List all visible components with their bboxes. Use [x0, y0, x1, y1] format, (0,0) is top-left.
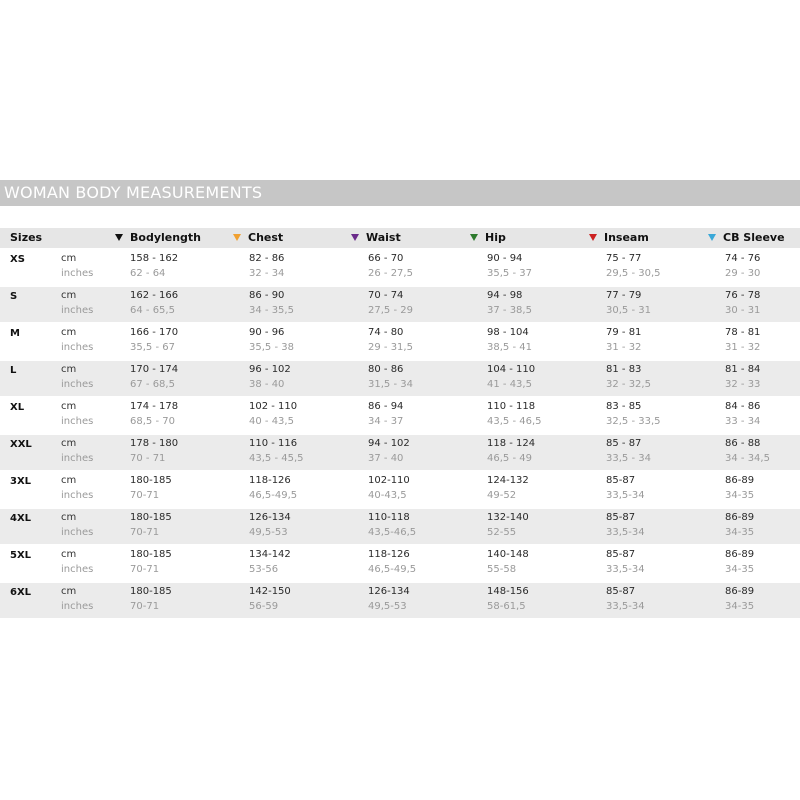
unit-inches: inches — [61, 564, 94, 575]
waist-cm: 74 - 80 — [368, 327, 404, 338]
cb-sleeve-cm: 74 - 76 — [725, 253, 761, 264]
bodylength-cm: 170 - 174 — [130, 364, 179, 375]
cb-sleeve-inches: 34-35 — [725, 527, 755, 538]
hip-cm: 124-132 — [487, 475, 529, 486]
unit-inches: inches — [61, 416, 94, 427]
unit-cm: cm — [61, 327, 77, 338]
table-row — [0, 324, 800, 359]
unit-cm: cm — [61, 512, 77, 523]
hip-inches: 35,5 - 37 — [487, 268, 532, 279]
waist-inches: 34 - 37 — [368, 416, 404, 427]
cb-sleeve-cm: 86 - 88 — [725, 438, 761, 449]
size-label: 4XL — [10, 513, 32, 524]
cb-sleeve-cm: 86-89 — [725, 586, 755, 597]
cb-sleeve-inches: 32 - 33 — [725, 379, 761, 390]
hip-inches: 46,5 - 49 — [487, 453, 532, 464]
waist-inches: 46,5-49,5 — [368, 564, 417, 575]
size-label: L — [10, 365, 17, 376]
table-row — [0, 287, 800, 322]
page-title: WOMAN BODY MEASUREMENTS — [0, 180, 800, 206]
hip-cm: 104 - 110 — [487, 364, 536, 375]
waist-inches: 40-43,5 — [368, 490, 407, 501]
inseam-inches: 33,5-34 — [606, 564, 645, 575]
table-row — [0, 250, 800, 285]
header-sizes: Sizes — [10, 231, 43, 244]
bodylength-inches: 35,5 - 67 — [130, 342, 175, 353]
size-label: S — [10, 291, 18, 302]
inseam-inches: 30,5 - 31 — [606, 305, 651, 316]
unit-cm: cm — [61, 438, 77, 449]
inseam-cm: 85 - 87 — [606, 438, 642, 449]
inseam-cm: 83 - 85 — [606, 401, 642, 412]
size-label: XL — [10, 402, 25, 413]
chest-inches: 43,5 - 45,5 — [249, 453, 304, 464]
hip-inches: 58-61,5 — [487, 601, 526, 612]
bodylength-cm: 180-185 — [130, 475, 172, 486]
down-triangle-icon — [589, 234, 597, 241]
cb-sleeve-cm: 76 - 78 — [725, 290, 761, 301]
chest-inches: 35,5 - 38 — [249, 342, 294, 353]
chest-inches: 53-56 — [249, 564, 279, 575]
waist-inches: 49,5-53 — [368, 601, 407, 612]
unit-cm: cm — [61, 586, 77, 597]
unit-inches: inches — [61, 490, 94, 501]
size-label: 6XL — [10, 587, 32, 598]
waist-cm: 102-110 — [368, 475, 410, 486]
inseam-cm: 81 - 83 — [606, 364, 642, 375]
bodylength-cm: 180-185 — [130, 512, 172, 523]
cb-sleeve-inches: 33 - 34 — [725, 416, 761, 427]
table-header — [0, 228, 800, 248]
chest-cm: 118-126 — [249, 475, 291, 486]
hip-inches: 37 - 38,5 — [487, 305, 532, 316]
bodylength-inches: 68,5 - 70 — [130, 416, 175, 427]
waist-inches: 31,5 - 34 — [368, 379, 413, 390]
chest-cm: 90 - 96 — [249, 327, 285, 338]
header-bodylength — [115, 228, 201, 248]
bodylength-inches: 70-71 — [130, 527, 160, 538]
unit-inches: inches — [61, 453, 94, 464]
hip-inches: 41 - 43,5 — [487, 379, 532, 390]
inseam-cm: 85-87 — [606, 549, 636, 560]
cb-sleeve-cm: 78 - 81 — [725, 327, 761, 338]
waist-inches: 29 - 31,5 — [368, 342, 413, 353]
header-label: Inseam — [604, 231, 649, 244]
unit-cm: cm — [61, 549, 77, 560]
hip-inches: 43,5 - 46,5 — [487, 416, 542, 427]
unit-cm: cm — [61, 253, 77, 264]
hip-cm: 148-156 — [487, 586, 529, 597]
bodylength-cm: 166 - 170 — [130, 327, 179, 338]
waist-inches: 27,5 - 29 — [368, 305, 413, 316]
bodylength-inches: 70-71 — [130, 601, 160, 612]
header-waist — [351, 228, 401, 248]
waist-inches: 43,5-46,5 — [368, 527, 417, 538]
cb-sleeve-cm: 86-89 — [725, 549, 755, 560]
chest-inches: 49,5-53 — [249, 527, 288, 538]
inseam-cm: 85-87 — [606, 586, 636, 597]
hip-cm: 110 - 118 — [487, 401, 536, 412]
hip-inches: 55-58 — [487, 564, 517, 575]
hip-cm: 118 - 124 — [487, 438, 536, 449]
chest-inches: 46,5-49,5 — [249, 490, 298, 501]
bodylength-cm: 180-185 — [130, 586, 172, 597]
unit-cm: cm — [61, 475, 77, 486]
chest-inches: 38 - 40 — [249, 379, 285, 390]
chest-cm: 134-142 — [249, 549, 291, 560]
inseam-inches: 29,5 - 30,5 — [606, 268, 661, 279]
cb-sleeve-cm: 86-89 — [725, 475, 755, 486]
unit-inches: inches — [61, 527, 94, 538]
header-label: Chest — [248, 231, 284, 244]
header-cb-sleeve — [708, 228, 785, 248]
chest-inches: 40 - 43,5 — [249, 416, 294, 427]
chest-inches: 56-59 — [249, 601, 279, 612]
cb-sleeve-inches: 34 - 34,5 — [725, 453, 770, 464]
inseam-inches: 31 - 32 — [606, 342, 642, 353]
inseam-inches: 33,5-34 — [606, 527, 645, 538]
unit-inches: inches — [61, 379, 94, 390]
header-inseam — [589, 228, 649, 248]
waist-cm: 94 - 102 — [368, 438, 410, 449]
cb-sleeve-inches: 30 - 31 — [725, 305, 761, 316]
bodylength-inches: 70-71 — [130, 564, 160, 575]
bodylength-cm: 162 - 166 — [130, 290, 179, 301]
size-label: XS — [10, 254, 25, 265]
table-row — [0, 509, 800, 544]
cb-sleeve-inches: 34-35 — [725, 564, 755, 575]
header-label: Hip — [485, 231, 506, 244]
bodylength-cm: 174 - 178 — [130, 401, 179, 412]
table-row — [0, 546, 800, 581]
cb-sleeve-inches: 31 - 32 — [725, 342, 761, 353]
waist-inches: 37 - 40 — [368, 453, 404, 464]
bodylength-cm: 180-185 — [130, 549, 172, 560]
chest-cm: 102 - 110 — [249, 401, 298, 412]
hip-cm: 98 - 104 — [487, 327, 529, 338]
cb-sleeve-inches: 34-35 — [725, 490, 755, 501]
size-label: 5XL — [10, 550, 32, 561]
unit-inches: inches — [61, 305, 94, 316]
unit-cm: cm — [61, 290, 77, 301]
bodylength-cm: 158 - 162 — [130, 253, 179, 264]
down-triangle-icon — [233, 234, 241, 241]
hip-cm: 132-140 — [487, 512, 529, 523]
cb-sleeve-inches: 29 - 30 — [725, 268, 761, 279]
inseam-inches: 33,5-34 — [606, 490, 645, 501]
chest-cm: 86 - 90 — [249, 290, 285, 301]
waist-cm: 118-126 — [368, 549, 410, 560]
header-label: Bodylength — [130, 231, 202, 244]
waist-cm: 126-134 — [368, 586, 410, 597]
bodylength-inches: 67 - 68,5 — [130, 379, 175, 390]
cb-sleeve-cm: 86-89 — [725, 512, 755, 523]
waist-cm: 70 - 74 — [368, 290, 404, 301]
bodylength-inches: 70-71 — [130, 490, 160, 501]
waist-cm: 110-118 — [368, 512, 410, 523]
down-triangle-icon — [708, 234, 716, 241]
unit-cm: cm — [61, 364, 77, 375]
down-triangle-icon — [470, 234, 478, 241]
inseam-cm: 79 - 81 — [606, 327, 642, 338]
inseam-cm: 85-87 — [606, 475, 636, 486]
unit-cm: cm — [61, 401, 77, 412]
hip-inches: 52-55 — [487, 527, 517, 538]
chest-cm: 110 - 116 — [249, 438, 298, 449]
inseam-cm: 85-87 — [606, 512, 636, 523]
bodylength-inches: 62 - 64 — [130, 268, 166, 279]
table-row — [0, 435, 800, 470]
chest-cm: 96 - 102 — [249, 364, 291, 375]
table-row — [0, 583, 800, 618]
inseam-inches: 33,5-34 — [606, 601, 645, 612]
chest-cm: 82 - 86 — [249, 253, 285, 264]
inseam-cm: 75 - 77 — [606, 253, 642, 264]
unit-inches: inches — [61, 268, 94, 279]
waist-cm: 66 - 70 — [368, 253, 404, 264]
table-row — [0, 361, 800, 396]
inseam-inches: 33,5 - 34 — [606, 453, 651, 464]
measurements-table-body — [0, 250, 800, 620]
size-label: XXL — [10, 439, 32, 450]
chest-cm: 126-134 — [249, 512, 291, 523]
header-label: Waist — [366, 231, 401, 244]
inseam-cm: 77 - 79 — [606, 290, 642, 301]
bodylength-inches: 64 - 65,5 — [130, 305, 175, 316]
down-triangle-icon — [351, 234, 359, 241]
header-label: CB Sleeve — [723, 231, 785, 244]
hip-inches: 49-52 — [487, 490, 517, 501]
cb-sleeve-cm: 84 - 86 — [725, 401, 761, 412]
table-row — [0, 472, 800, 507]
table-row — [0, 398, 800, 433]
hip-cm: 90 - 94 — [487, 253, 523, 264]
waist-cm: 80 - 86 — [368, 364, 404, 375]
down-triangle-icon — [115, 234, 123, 241]
unit-inches: inches — [61, 601, 94, 612]
cb-sleeve-inches: 34-35 — [725, 601, 755, 612]
hip-cm: 140-148 — [487, 549, 529, 560]
chest-inches: 34 - 35,5 — [249, 305, 294, 316]
header-hip — [470, 228, 506, 248]
hip-cm: 94 - 98 — [487, 290, 523, 301]
hip-inches: 38,5 - 41 — [487, 342, 532, 353]
header-chest — [233, 228, 283, 248]
bodylength-inches: 70 - 71 — [130, 453, 166, 464]
chest-cm: 142-150 — [249, 586, 291, 597]
waist-cm: 86 - 94 — [368, 401, 404, 412]
waist-inches: 26 - 27,5 — [368, 268, 413, 279]
unit-inches: inches — [61, 342, 94, 353]
inseam-inches: 32,5 - 33,5 — [606, 416, 661, 427]
chest-inches: 32 - 34 — [249, 268, 285, 279]
inseam-inches: 32 - 32,5 — [606, 379, 651, 390]
size-label: 3XL — [10, 476, 32, 487]
cb-sleeve-cm: 81 - 84 — [725, 364, 761, 375]
bodylength-cm: 178 - 180 — [130, 438, 179, 449]
size-label: M — [10, 328, 20, 339]
